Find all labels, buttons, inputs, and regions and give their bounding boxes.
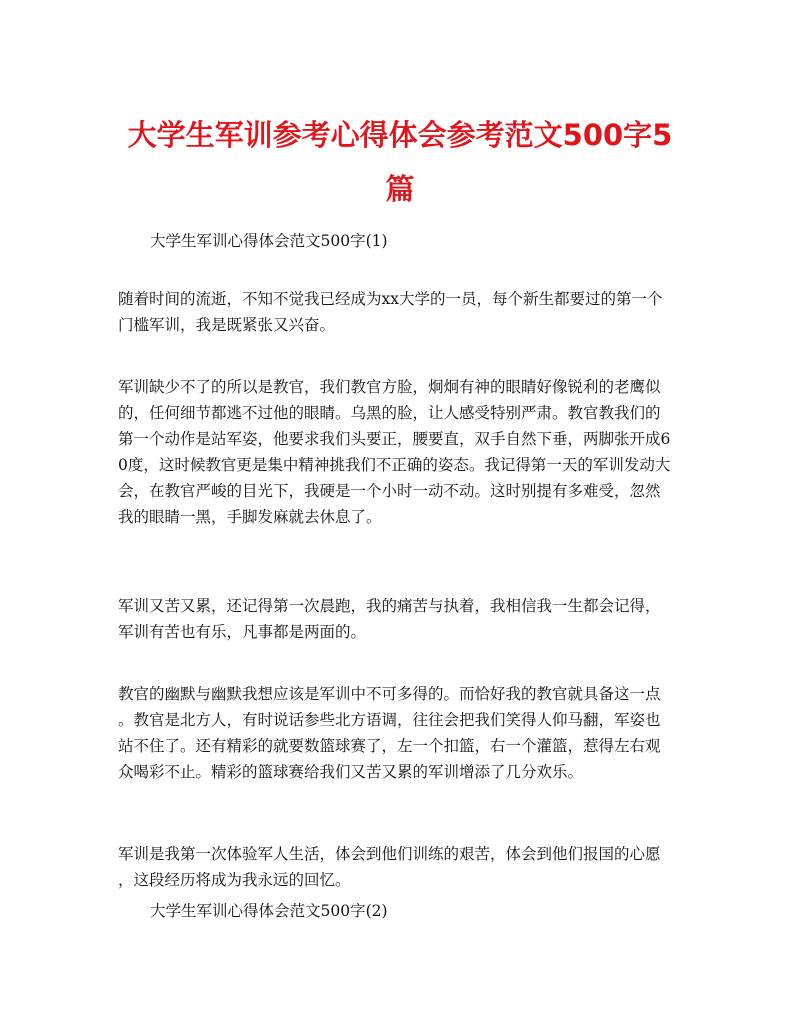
paragraph-line: 众喝彩不止。精彩的篮球赛给我们又苦又累的军训增添了几分欢乐。: [118, 763, 584, 781]
paragraph-line: 教官的幽默与幽默我想应该是军训中不可多得的。而恰好我的教官就具备这一点: [118, 685, 661, 703]
paragraph-line: 军训缺少不了的所以是教官，我们教官方脸，炯炯有神的眼睛好像锐利的老鹰似: [118, 378, 661, 396]
paragraph-3: [118, 593, 684, 645]
paragraph-line: 的，任何细节都逃不过他的眼睛。乌黑的脸，让人感受特别严肃。教官教我们的: [118, 404, 661, 422]
paragraph-4: [118, 681, 684, 785]
section-heading-2: 大学生军训心得体会范文500字(2): [150, 902, 388, 920]
paragraph-line: 0度，这时候教官更是集中精神挑我们不正确的姿态。我记得第一天的军训发动大: [118, 456, 671, 474]
document-title: [110, 108, 690, 216]
title-line-2: 篇: [385, 172, 415, 206]
paragraph-1: [118, 286, 684, 338]
paragraph-line: 我的眼睛一黑，手脚发麻就去休息了。: [118, 508, 382, 526]
paragraph-line: 军训又苦又累，还记得第一次晨跑，我的痛苦与执着，我相信我一生都会记得，: [118, 597, 661, 615]
title-line-1: 大学生军训参考心得体会参考范文500字5: [127, 118, 673, 152]
paragraph-2: [118, 374, 684, 530]
paragraph-5: [118, 841, 684, 893]
section-heading-1: 大学生军训心得体会范文500字(1): [150, 232, 388, 250]
paragraph-line: 会，在教官严峻的目光下，我硬是一个小时一动不动。这时别提有多难受，忽然: [118, 482, 661, 500]
paragraph-line: 军训有苦也有乐，凡事都是两面的。: [118, 623, 367, 641]
paragraph-line: 军训是我第一次体验军人生活，体会到他们训练的艰苦，体会到他们报国的心愿: [118, 845, 661, 863]
paragraph-line: ，这段经历将成为我永远的回忆。: [118, 871, 351, 889]
paragraph-line: 门槛军训，我是既紧张又兴奋。: [118, 316, 336, 334]
paragraph-line: 随着时间的流逝，不知不觉我已经成为xx大学的一员，每个新生都要过的第一个: [118, 290, 663, 308]
paragraph-line: 第一个动作是站军姿，他要求我们头要正，腰要直，双手自然下垂，两脚张开成6: [118, 430, 671, 448]
paragraph-line: 站不住了。还有精彩的就要数篮球赛了，左一个扣篮，右一个灌篮，惹得左右观: [118, 737, 661, 755]
paragraph-line: 。教官是北方人，有时说话参些北方语调，往往会把我们笑得人仰马翻，军姿也: [118, 711, 661, 729]
